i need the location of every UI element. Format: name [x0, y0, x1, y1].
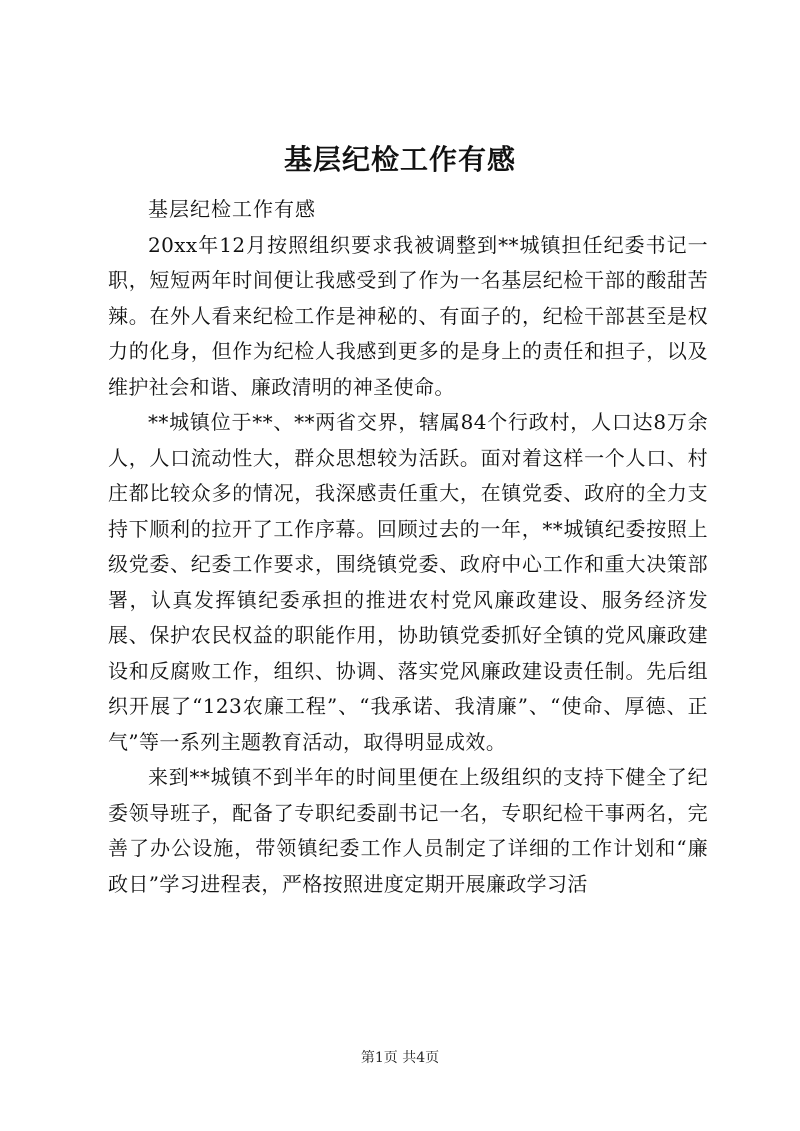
page-number-footer: 第1页 共4页 — [360, 1050, 440, 1066]
subtitle-paragraph: 基层纪检工作有感 — [148, 197, 316, 221]
document-body — [108, 192, 708, 902]
body-paragraph-1: 20xx年12月按照组织要求我被调整到**城镇担任纪委书记一职，短短两年时间便让我感受到了作为一名基层纪检干部的酸甜苦辣。在外人看来纪检工作是神秘的、有面子的，纪检干部甚至是权力的化身，但作为纪检人我感到更多的是身上的责任和担子，以及维护社会和谐、廉政清明的神圣使命。 — [108, 232, 708, 399]
document-title: 基层纪检工作有感 — [283, 143, 516, 176]
body-paragraph-2: **城镇位于**、**两省交界，辖属84个行政村，人口达8万余人，人口流动性大，群众思想较为活跃。面对着这样一个人口、村庄都比较众多的情况，我深感责任重大，在镇党委、政府的全力支持下顺利的拉开了工作序幕。回顾过去的一年，**城镇纪委按照上级党委、纪委工作要求，围绕镇党委、政府中心工作和重大决策部署，认真发挥镇纪委承担的推进农村党风廉政建设、服务经济发展、保护农民权益的职能作用，协助镇党委抓好全镇的党风廉政建设和反腐败工作，组织、协调、落实党风廉政建设责任制。先后组织开展了“123农廉工程”、“我承诺、我清廉”、“使命、厚德、正气”等一系列主题教育活动，取得明显成效。 — [108, 410, 708, 754]
body-paragraph-3: 来到**城镇不到半年的时间里便在上级组织的支持下健全了纪委领导班子，配备了专职纪委副书记一名，专职纪检干事两名，完善了办公设施，带领镇纪委工作人员制定了详细的工作计划和“廉政日”学习进程表，严格按照进度定期开展廉政学习活 — [108, 765, 708, 896]
